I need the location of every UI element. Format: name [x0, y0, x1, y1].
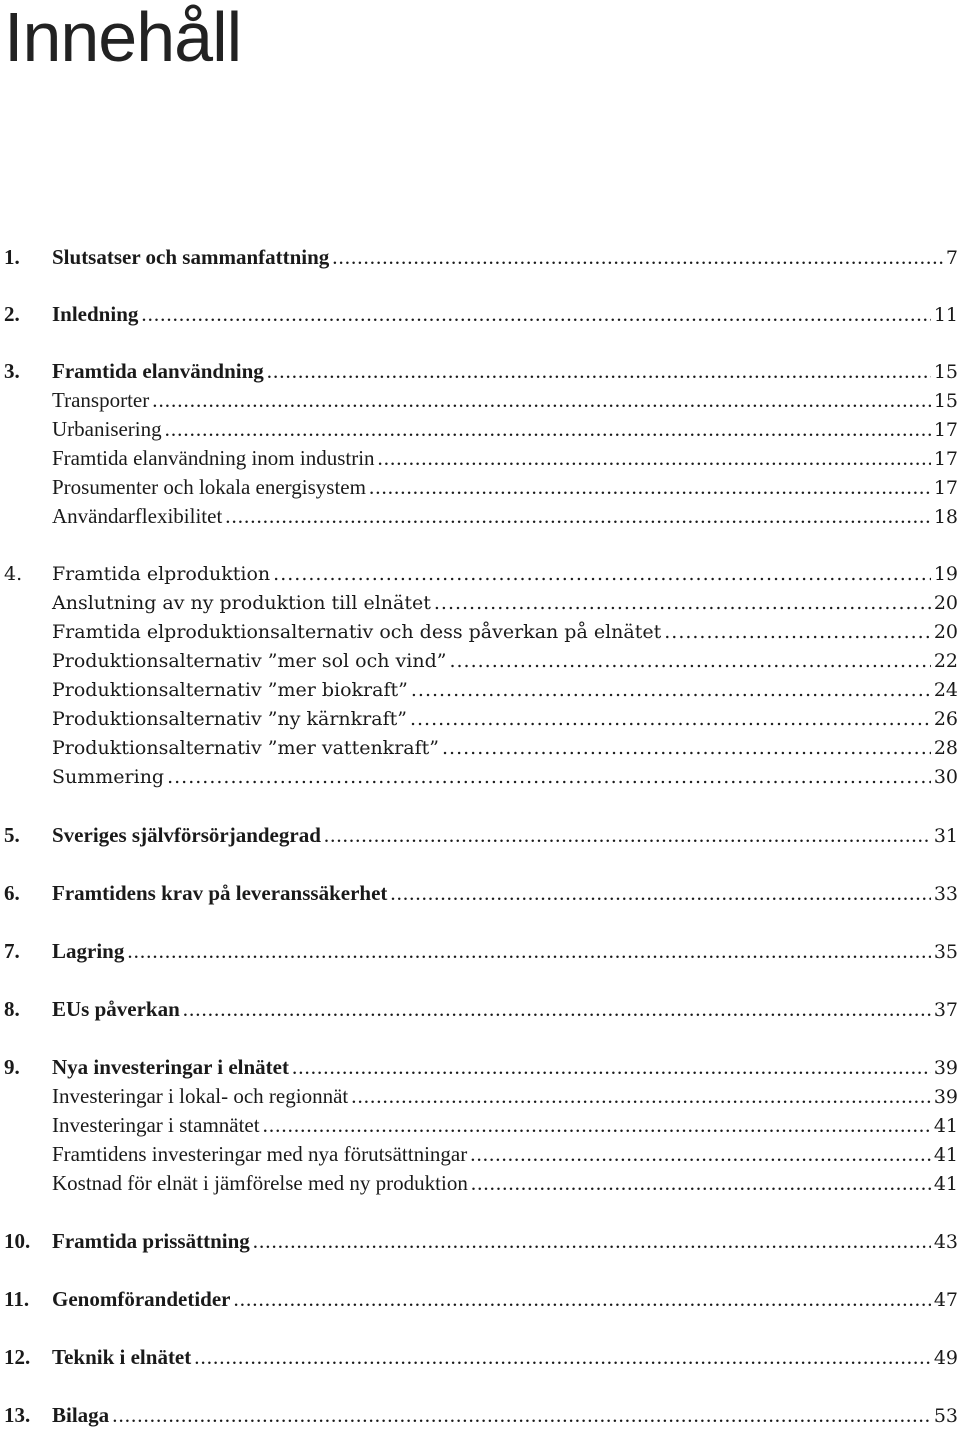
toc-title: Kostnad för elnät i jämförelse med ny produktion — [52, 1171, 468, 1195]
toc-entry — [52, 356, 960, 387]
toc-section[interactable] — [0, 675, 960, 705]
toc-title: Produktionsalternativ ”ny kärnkraft” — [52, 708, 407, 730]
toc-entry — [52, 762, 960, 792]
toc-chapter[interactable] — [0, 299, 960, 329]
toc-number: 10. — [4, 1229, 31, 1253]
toc-page-number: 39 — [933, 1057, 958, 1079]
dot-leader — [233, 1284, 930, 1314]
toc-entry — [52, 299, 960, 330]
toc-section[interactable] — [0, 501, 960, 531]
toc-section[interactable] — [0, 733, 960, 763]
toc-title: Investeringar i lokal- och regionnät — [52, 1084, 349, 1108]
toc-page-number: 53 — [933, 1405, 958, 1427]
dot-leader — [410, 704, 931, 734]
dot-leader — [167, 762, 931, 792]
toc-page-number: 47 — [933, 1289, 958, 1311]
toc-entry — [52, 472, 960, 503]
toc-title: Användarflexibilitet — [52, 504, 223, 528]
toc-section[interactable] — [0, 1139, 960, 1169]
dot-leader — [141, 299, 930, 329]
toc-section[interactable] — [0, 762, 960, 792]
toc-entry — [52, 646, 960, 676]
toc-entry — [52, 994, 960, 1025]
toc-page-number: 49 — [933, 1347, 958, 1369]
toc-title: Lagring — [52, 939, 125, 963]
toc-entry — [52, 559, 960, 589]
toc-entry — [52, 617, 960, 647]
toc-number: 6. — [4, 881, 20, 905]
toc-title: Produktionsalternativ ”mer sol och vind” — [52, 650, 447, 672]
dot-leader — [351, 1081, 931, 1111]
toc-title: Framtida prissättning — [52, 1229, 250, 1253]
toc-entry — [52, 1400, 960, 1431]
toc-entry — [52, 242, 960, 273]
toc-title: Bilaga — [52, 1403, 110, 1427]
toc-page-number: 17 — [933, 419, 958, 441]
toc-chapter[interactable] — [0, 1284, 960, 1314]
toc-page-number: 15 — [933, 390, 958, 412]
toc-page-number: 37 — [933, 999, 958, 1021]
toc-number: 5. — [4, 823, 20, 847]
toc-chapter[interactable] — [0, 559, 960, 589]
toc-page-number: 17 — [933, 448, 958, 470]
dot-leader — [263, 1110, 931, 1140]
dot-leader — [471, 1168, 931, 1198]
toc-page-number: 19 — [933, 563, 958, 585]
dot-leader — [127, 936, 930, 966]
dot-leader — [152, 385, 931, 415]
dot-leader — [442, 733, 931, 763]
toc-section[interactable] — [0, 646, 960, 676]
toc-title: Summering — [52, 766, 165, 788]
toc-chapter[interactable] — [0, 1400, 960, 1430]
toc-section[interactable] — [0, 1110, 960, 1140]
toc-title: Framtida elproduktion — [52, 563, 271, 585]
toc-chapter[interactable] — [0, 1052, 960, 1082]
toc-chapter[interactable] — [0, 242, 960, 272]
toc-chapter[interactable] — [0, 878, 960, 908]
toc-section[interactable] — [0, 414, 960, 444]
toc-title: Framtidens investeringar med nya förutsättningar — [52, 1142, 468, 1166]
toc-chapter[interactable] — [0, 356, 960, 386]
toc-entry — [52, 588, 960, 618]
toc-entry — [52, 1284, 960, 1315]
toc-entry — [52, 1139, 960, 1170]
toc-title: Produktionsalternativ ”mer biokraft” — [52, 679, 408, 701]
toc-title: Nya investeringar i elnätet — [52, 1055, 289, 1079]
toc-number: 2. — [4, 302, 20, 326]
toc-title: Transporter — [52, 388, 150, 412]
toc-page-number: 41 — [933, 1173, 958, 1195]
toc-entry — [52, 385, 960, 416]
toc-number: 1. — [4, 245, 20, 269]
dot-leader — [411, 675, 931, 705]
dot-leader — [449, 646, 930, 676]
toc-chapter[interactable] — [0, 820, 960, 850]
toc-chapter[interactable] — [0, 994, 960, 1024]
toc-entry — [52, 1168, 960, 1199]
toc-chapter[interactable] — [0, 1226, 960, 1256]
toc-entry — [52, 733, 960, 763]
toc-page-number: 18 — [933, 506, 958, 528]
toc-entry — [52, 1081, 960, 1112]
toc-title: Teknik i elnätet — [52, 1345, 192, 1369]
dot-leader — [253, 1226, 931, 1256]
toc-page-number: 41 — [933, 1144, 958, 1166]
toc-title: Prosumenter och lokala energisystem — [52, 475, 366, 499]
toc-page-number: 30 — [933, 766, 958, 788]
toc-entry — [52, 1226, 960, 1257]
toc-section[interactable] — [0, 588, 960, 618]
toc-entry — [52, 1342, 960, 1373]
toc-title: Framtida elanvändning — [52, 359, 264, 383]
dot-leader — [267, 356, 931, 386]
toc-page-number: 11 — [933, 304, 958, 326]
dot-leader — [664, 617, 931, 647]
toc-title: Urbanisering — [52, 417, 162, 441]
toc-section[interactable] — [0, 443, 960, 473]
toc-section[interactable] — [0, 617, 960, 647]
dot-leader — [292, 1052, 931, 1082]
toc-section[interactable] — [0, 1168, 960, 1198]
dot-leader — [225, 501, 931, 531]
toc-number: 4. — [4, 563, 23, 585]
page-title: Innehåll — [4, 0, 242, 76]
toc-title: Inledning — [52, 302, 139, 326]
toc-title: EUs påverkan — [52, 997, 180, 1021]
toc-entry — [52, 414, 960, 445]
toc-title: Anslutning av ny produktion till elnätet — [52, 592, 431, 614]
toc-number: 8. — [4, 997, 20, 1021]
toc-page-number: 7 — [945, 247, 958, 269]
toc-number: 11. — [4, 1287, 30, 1311]
dot-leader — [390, 878, 930, 908]
toc-entry — [52, 704, 960, 734]
dot-leader — [324, 820, 931, 850]
toc-entry — [52, 501, 960, 532]
dot-leader — [434, 588, 931, 618]
toc-title: Investeringar i stamnätet — [52, 1113, 260, 1137]
toc-entry — [52, 878, 960, 909]
toc-chapter[interactable] — [0, 936, 960, 966]
toc-title: Framtidens krav på leveranssäkerhet — [52, 881, 388, 905]
toc-chapter[interactable] — [0, 1342, 960, 1372]
toc-page-number: 24 — [933, 679, 958, 701]
toc-title: Genomförandetider — [52, 1287, 231, 1311]
toc-entry — [52, 936, 960, 967]
toc-page-number: 20 — [933, 621, 958, 643]
toc-number: 12. — [4, 1345, 31, 1369]
toc-entry — [52, 443, 960, 474]
dot-leader — [112, 1400, 931, 1430]
toc-number: 3. — [4, 359, 20, 383]
toc-title: Framtida elproduktionsalternativ och dess påverkan på elnätet — [52, 621, 662, 643]
toc-page-number: 26 — [933, 708, 958, 730]
toc-entry — [52, 1052, 960, 1083]
dot-leader — [332, 242, 943, 272]
toc-entry — [52, 820, 960, 851]
toc-title: Framtida elanvändning inom industrin — [52, 446, 375, 470]
toc-number: 9. — [4, 1055, 20, 1079]
toc-page-number: 35 — [933, 941, 958, 963]
toc-entry — [52, 675, 960, 705]
toc-entry — [52, 1110, 960, 1141]
dot-leader — [378, 443, 931, 473]
dot-leader — [165, 414, 931, 444]
dot-leader — [273, 559, 931, 589]
dot-leader — [194, 1342, 931, 1372]
toc-page-number: 17 — [933, 477, 958, 499]
toc-section[interactable] — [0, 472, 960, 502]
toc-section[interactable] — [0, 385, 960, 415]
toc-page-number: 43 — [933, 1231, 958, 1253]
toc-page-number: 41 — [933, 1115, 958, 1137]
toc-page-number: 33 — [933, 883, 958, 905]
toc-number: 13. — [4, 1403, 31, 1427]
dot-leader — [470, 1139, 931, 1169]
toc-title: Slutsatser och sammanfattning — [52, 245, 330, 269]
toc-page-number: 31 — [933, 825, 958, 847]
toc-section[interactable] — [0, 1081, 960, 1111]
toc-page-number: 20 — [933, 592, 958, 614]
toc-page-number: 28 — [933, 737, 958, 759]
dot-leader — [369, 472, 931, 502]
toc-title: Sveriges självförsörjandegrad — [52, 823, 321, 847]
toc-section[interactable] — [0, 704, 960, 734]
toc-number: 7. — [4, 939, 20, 963]
toc-title: Produktionsalternativ ”mer vattenkraft” — [52, 737, 439, 759]
dot-leader — [183, 994, 931, 1024]
toc-page-number: 39 — [933, 1086, 958, 1108]
toc-page-number: 15 — [933, 361, 958, 383]
toc-page-number: 22 — [933, 650, 958, 672]
